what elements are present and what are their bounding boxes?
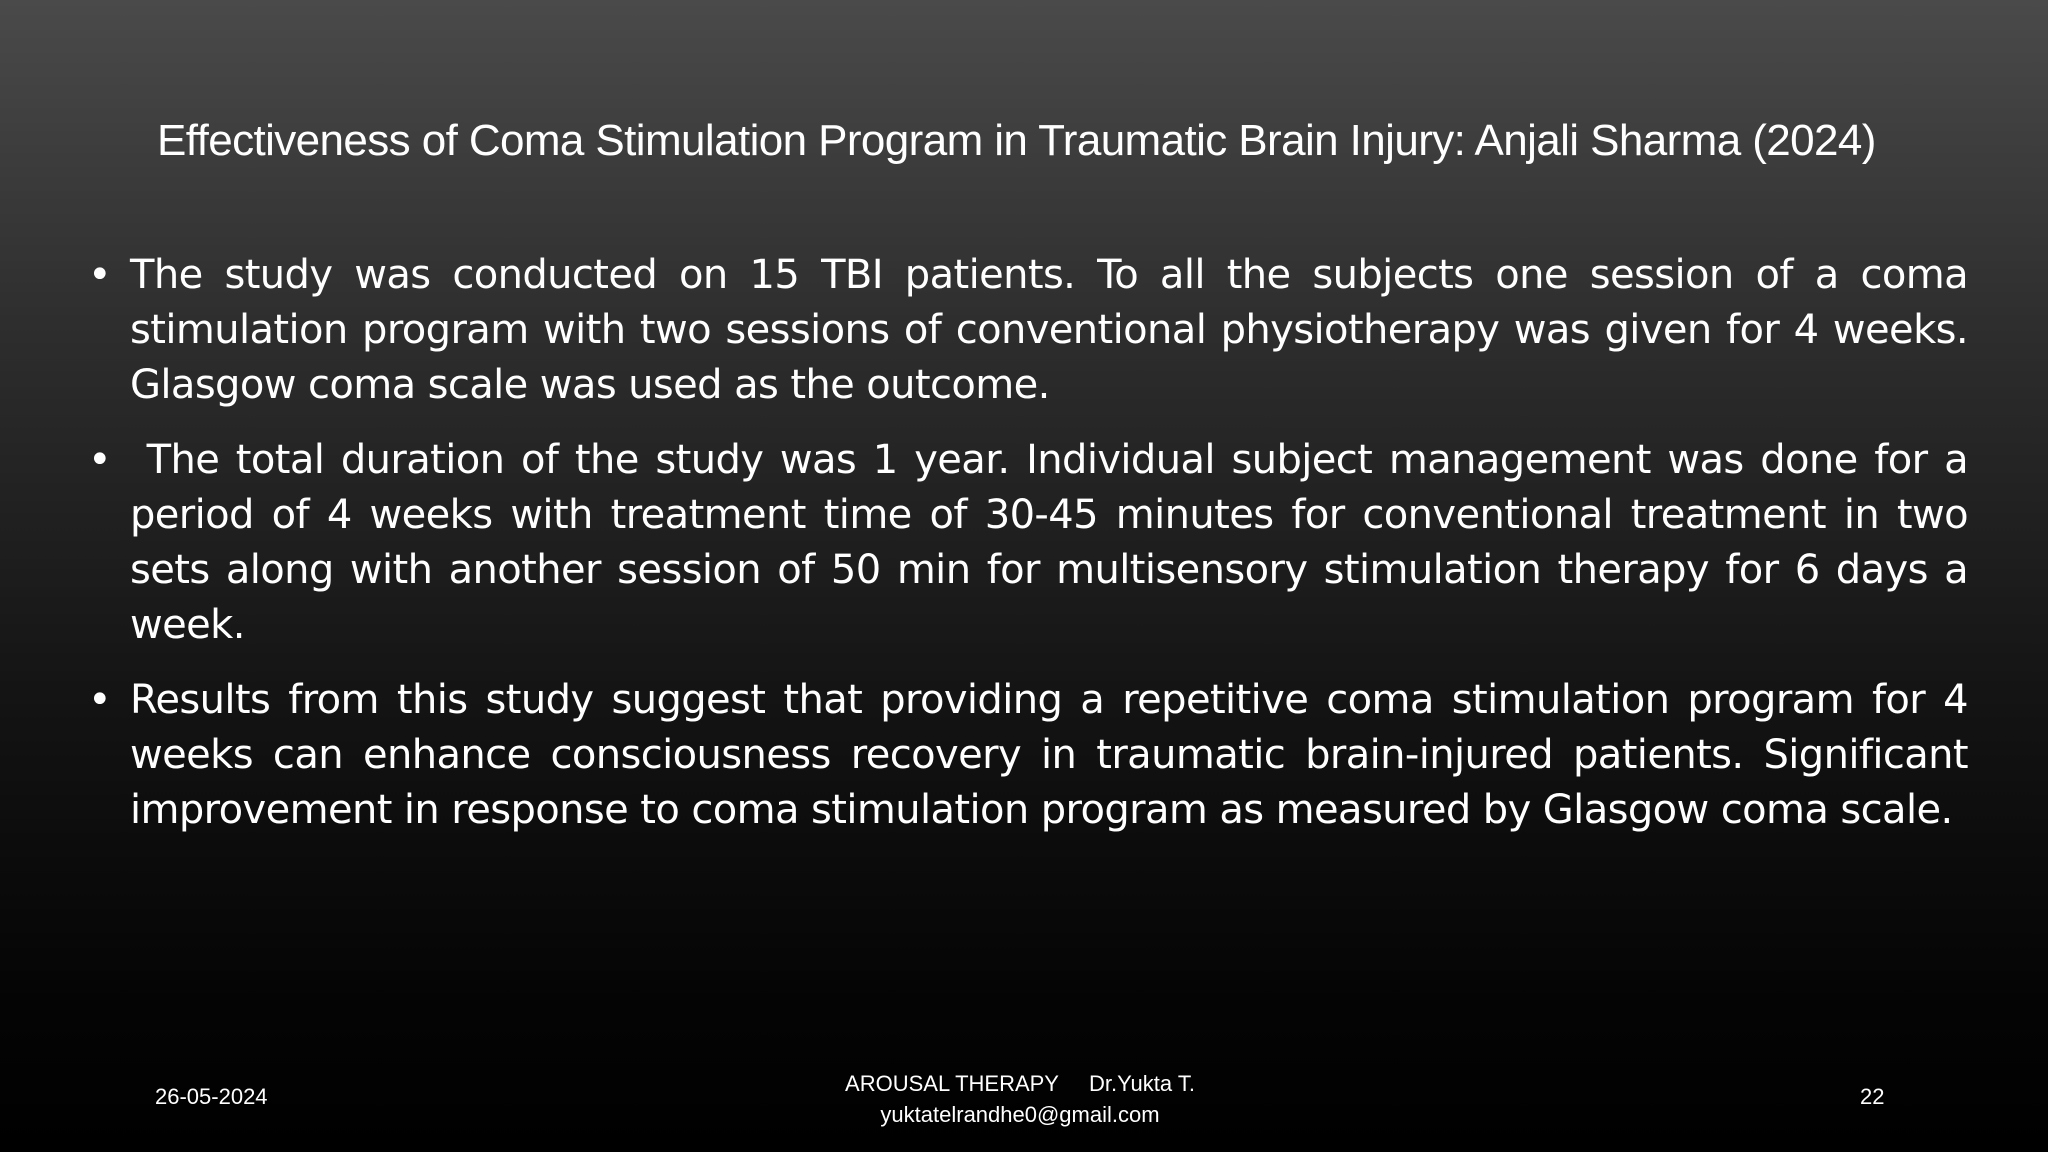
bullet-item xyxy=(88,248,1968,413)
page-number: 22 xyxy=(1860,1084,1885,1109)
bullet-icon: • xyxy=(88,677,111,723)
footer-author: Dr.Yukta T. xyxy=(1088,1071,1195,1096)
slide-title: Effectiveness of Coma Stimulation Program in Traumatic Brain Injury: Anjali Sharma (2024) xyxy=(157,116,1876,165)
footer-topic-line xyxy=(820,1068,1220,1099)
bullet-list xyxy=(88,248,1981,858)
footer-center xyxy=(820,1068,1220,1130)
bullet-icon: • xyxy=(88,252,111,298)
bullet-icon: • xyxy=(88,437,111,483)
footer-email: yuktatelrandhe0@gmail.com xyxy=(880,1102,1160,1127)
bullet-text: The study was conducted on 15 TBI patients. To all the subjects one session of a coma stimulation program with two sessions of conventional physiotherapy was given for 4 weeks. Glasgow coma scale was used as the outcome. xyxy=(130,252,1968,408)
bullet-text: Results from this study suggest that providing a repetitive coma stimulation program for 4 weeks can enhance consciousness recovery in traumatic brain-injured patients. Significant improvement in response to coma stimulation program as measured by Glasgow coma scale. xyxy=(130,677,1968,833)
bullet-text: The total duration of the study was 1 year. Individual subject management was done for a period of 4 weeks with treatment time of 30-45 minutes for conventional treatment in two sets along with another session of 50 min for multisensory stimulation therapy for 6 days a week. xyxy=(130,437,1981,648)
footer-topic: AROUSAL THERAPY xyxy=(845,1071,1059,1096)
bullet-item xyxy=(88,433,1981,653)
footer-date: 26-05-2024 xyxy=(155,1084,268,1109)
bullet-item xyxy=(88,673,1968,838)
